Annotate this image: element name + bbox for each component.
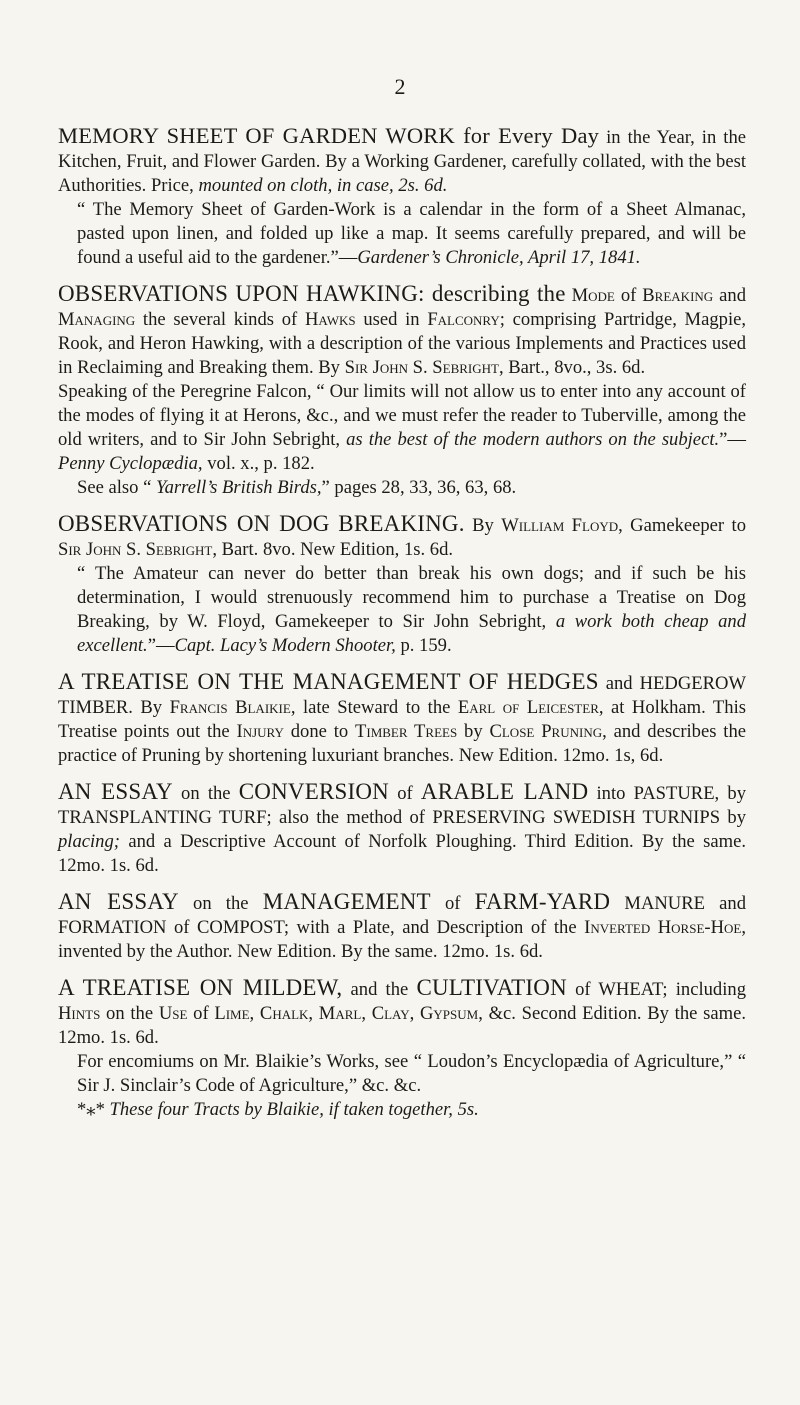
entry-arable-land (58, 780, 746, 878)
entry-title: AN ESSAY (58, 779, 173, 804)
entry-title: OBSERVATIONS UPON HAWKING (58, 281, 419, 306)
entry-hedges (58, 670, 746, 768)
entry-text: AN ESSAY on the MANAGEMENT of FARM-YARD MANURE and FORMATION of COMPOST; with a Plate, and Description of the Inverted Horse-Hoe, invented by the Author. New Edition. By the same. 12mo. 1s. 6d. (58, 889, 747, 962)
author: Francis Blaikie (169, 697, 291, 718)
catalogue-entries (58, 124, 746, 1134)
see-also: See also “ Yarrell’s British Birds,” pages 28, 33, 36, 63, 68. (77, 477, 517, 498)
entry-text: A TREATISE ON MILDEW, and the CULTIVATION of WHEAT; including Hints on the Use of Lime, Chalk, Marl, Clay, Gypsum, &c. Second Edition. By the same. 12mo. 1s. 6d. (58, 975, 746, 1048)
review-quote: “ The Memory Sheet of Garden-Work is a calendar in the form of a Sheet Almanac, pasted upon linen, and folded up like a map. It seems carefully prepared, and will be found a useful aid to the gardener.”—Gardener’s Chronicle, April 17, 1841. (77, 199, 746, 268)
entry-title: OBSERVATIONS ON DOG BREAKING. (58, 511, 465, 536)
entry-text: AN ESSAY on the CONVERSION of ARABLE LAND into PASTURE, by TRANSPLANTING TURF; also the method of PRESERVING SWEDISH TURNIPS by placing; and a Descriptive Account of Norfolk Ploughing. Third Edition. By the same. 12mo. 1s. 6d. (58, 779, 746, 876)
entry-title: A TREATISE ON MILDEW, (58, 975, 343, 1000)
entry-text: A TREATISE ON THE MANAGEMENT OF HEDGES and HEDGEROW TIMBER. By Francis Blaikie, late Steward to the Earl of Leicester, at Holkham. This Treatise points out the Injury done to Timber Trees by Close Pruning, and describes the practice of Pruning by shortening luxuriant branches. New Edition. 12mo. 1s, 6d. (58, 669, 747, 766)
entry-memory-sheet (58, 124, 746, 270)
review-quote: “ The Amateur can never do better than break his own dogs; and if such be his determination, I would strenuously recommend him to purchase a Treatise on Dog Breaking, by W. Floyd, Gamekeeper to Sir John Sebright, a work both cheap and excellent.”—Capt. Lacy’s Modern Shooter, p. 159. (77, 563, 747, 656)
entry-title: A TREATISE ON THE MANAGEMENT OF HEDGES (58, 669, 599, 694)
entry-dog-breaking (58, 512, 746, 658)
review-quote: Speaking of the Peregrine Falcon, “ Our limits will not allow us to enter into any account of the modes of flying it at Herons, &c., and we must refer the reader to Tuberville, among the old writers, and to Sir John Sebright, as the best of the modern authors on the subject.”—Penny Cyclopædia, vol. x., p. 182. (58, 381, 746, 474)
price: mounted on cloth, in case, 2s. 6d. (198, 175, 448, 196)
encomiums-note: For encomiums on Mr. Blaikie’s Works, see “ Loudon’s Encyclopædia of Agriculture,” “ Sir J. Sinclair’s Code of Agriculture,” &c. &c. (77, 1051, 746, 1096)
entry-hawking (58, 282, 746, 500)
entry-mildew (58, 976, 746, 1122)
entry-text: OBSERVATIONS UPON HAWKING: describing the Mode of Breaking and Managing the several kinds of Hawks used in Falconry; comprising Partridge, Magpie, Rook, and Heron Hawking, with a description of the various Implements and Practices used in Reclaiming and Breaking them. By Sir John S. Sebright, Bart., 8vo., 3s. 6d. (58, 281, 747, 378)
quote-source: Gardener’s Chronicle, April 17, 1841. (357, 247, 641, 268)
author: William Floyd (501, 515, 619, 536)
author: Sir John S. Sebright (344, 357, 499, 378)
quote-source: Capt. Lacy’s Modern Shooter, (174, 635, 396, 656)
quote-source: Penny Cyclopædia, (58, 453, 203, 474)
entry-title: MEMORY SHEET OF GARDEN WORK (58, 123, 455, 148)
footnote-mark: *⁎* (77, 1099, 105, 1120)
footnote: *⁎* These four Tracts by Blaikie, if taken together, 5s. (77, 1099, 479, 1120)
entry-title: AN ESSAY (58, 889, 179, 914)
page-number: 2 (394, 74, 406, 99)
entry-text: MEMORY SHEET OF GARDEN WORK for Every Day in the Year, in the Kitchen, Fruit, and Flower Garden. By a Working Gardener, carefully collated, with the best Authorities. Price, mounted on cloth, in case, 2s. 6d. (58, 123, 746, 196)
entry-text: OBSERVATIONS ON DOG BREAKING. By William Floyd, Gamekeeper to Sir John S. Sebright, Bart. 8vo. New Edition, 1s. 6d. (58, 511, 746, 560)
entry-farm-yard (58, 890, 746, 964)
